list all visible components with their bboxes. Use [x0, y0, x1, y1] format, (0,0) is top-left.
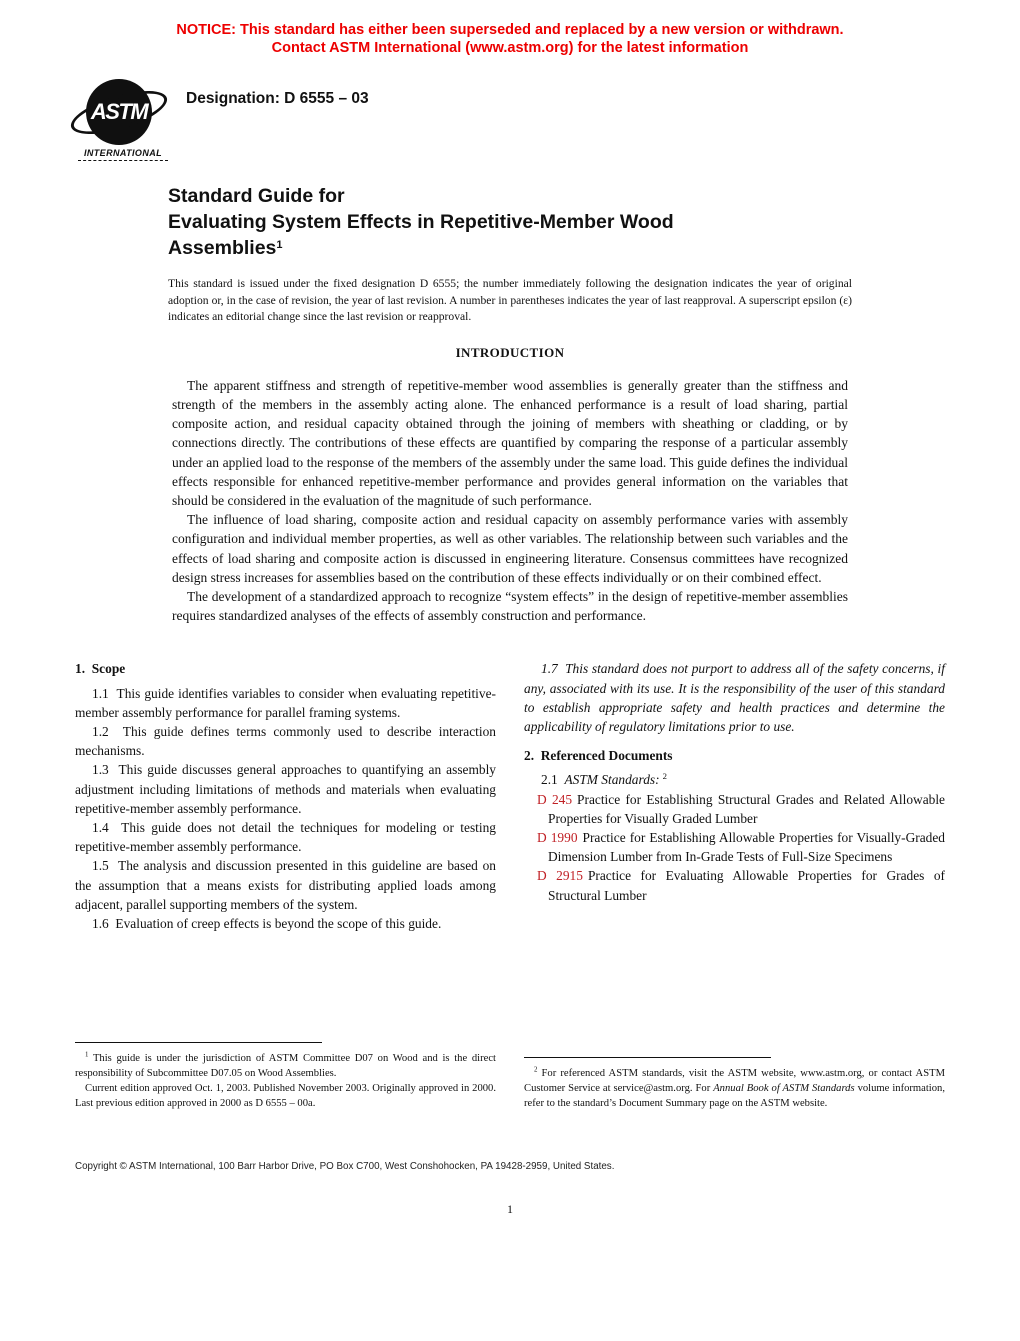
standard-title: Practice for Evaluating Allowable Properties for Grades of Structural Lumber: [548, 868, 946, 903]
astm-logo-acronym: ASTM: [90, 99, 148, 124]
footnote-2-marker: 2: [534, 1066, 538, 1074]
page-number: 1: [507, 1202, 513, 1217]
supersede-notice: [0, 21, 1020, 57]
section-heading-referenced-documents: 2. Referenced Documents: [524, 748, 673, 764]
standard-code: D 245: [537, 791, 573, 807]
issuance-note: This standard is issued under the fixed designation D 6555; the number immediately following the designation indicates the year of original adoption or, in the case of revision, the year of last revision. A number in parentheses indicates the year of last reapproval. A superscript epsilon (ε) indicates an editorial change since the last revision or reapproval.: [168, 277, 852, 324]
two-column-body: [75, 659, 945, 1111]
footnote-1-continued: Current edition approved Oct. 1, 2003. Published November 2003. Originally approved in 2000. Last previous edition approved in 2000 as D 6555 – 00a.: [75, 1083, 496, 1110]
astm-logo-subtitle: INTERNATIONAL: [78, 148, 168, 161]
section-heading-scope: 1. Scope: [75, 661, 126, 677]
referenced-standard: [524, 866, 945, 904]
document-title: [168, 183, 888, 261]
supersede-notice-line1: NOTICE: This standard has either been superseded and replaced by a new version or withdrawn.: [176, 22, 844, 38]
introduction-heading: INTRODUCTION: [455, 344, 565, 360]
supersede-notice-line2: Contact ASTM International (www.astm.org) for the latest information: [271, 40, 749, 56]
standard-code: D 2915: [537, 868, 583, 884]
scope-item: 1.5 The analysis and discussion presented in this guideline are based on the assumption that a means exists for distributing applied loads among adjacent, parallel supporting members of the system.: [75, 858, 496, 912]
scope-item-caveat: 1.7 This standard does not purport to address all of the safety concerns, if any, associated with its use. It is the responsibility of the user of this standard to establish appropriate safety and health practices and determine the applicability of regulatory limitations prior to use.: [524, 661, 945, 735]
referenced-footnote-marker: 2: [662, 770, 667, 781]
scope-item: 1.6 Evaluation of creep effects is beyond the scope of this guide.: [92, 916, 442, 932]
astm-logo-circle-icon: [86, 79, 152, 145]
title-line1: Standard Guide for: [168, 185, 345, 207]
designation-label: Designation: D 6555 – 03: [186, 90, 369, 107]
standard-title: Practice for Establishing Allowable Properties for Visually-Graded Dimension Lumber from In-Grade Tests of Full-Size Specimens: [548, 830, 945, 865]
footnote-rule: [75, 1042, 322, 1043]
copyright-line: Copyright © ASTM International, 100 Barr Harbor Drive, PO Box C700, West Conshohocken, PA 19428-2959, United States.: [75, 1161, 615, 1173]
right-column: [524, 659, 945, 1111]
footnote-rule: [524, 1057, 771, 1058]
scope-item: 1.1 This guide identifies variables to consider when evaluating repetitive-member assembly performance for parallel framing systems.: [75, 685, 496, 720]
footnote-2: $^2$ For referenced ASTM standards, visit the ASTM website, www.astm.org, or contact ASTM Customer Service at service@astm.org. For Annual Book of ASTM Standards volume information, refer to the standard’s Document Summary page on the ASTM website.: [524, 1066, 945, 1110]
footnote-2-block: [524, 1057, 945, 1112]
introduction-paragraph: The development of a standardized approach to recognize “system effects” in the design of repetitive-member assemblies requires standardized analyses of the effects of assembly construction and performance.: [172, 589, 848, 624]
title-line2: Evaluating System Effects in Repetitive-Member Wood: [168, 211, 674, 233]
referenced-standard: [524, 790, 945, 828]
footnote-1: $^1$ This guide is under the jurisdiction of ASTM Committee D07 on Wood and is the direct responsibility of Subcommittee D07.05 on Wood Assemblies.: [75, 1051, 496, 1079]
referenced-standard: [524, 828, 945, 866]
astm-logo: [78, 79, 174, 161]
scope-item: 1.2 This guide defines terms commonly used to describe interaction mechanisms.: [75, 724, 496, 759]
introduction-paragraph: The influence of load sharing, composite action and residual capacity on assembly performance varies with assembly configuration and individual member properties, as well as other variables. The relationship between such variables and the effects of load sharing and composite action is discussed in engineering literature. Consensus committees have recognized design stress increases for assemblies based on the contribution of these effects individually or on their combined effect.: [172, 512, 848, 585]
title-line3: Assemblies$^1$: [168, 237, 283, 259]
introduction-paragraph: The apparent stiffness and strength of repetitive-member wood assemblies is generally greater than the stiffness and strength of the members in the assembly acting alone. The enhanced performance is a result of load sharing, partial composite action, and residual capacity obtained through the joining of members with sheathing or cladding, or by connections directly. The contributions of these effects are quantified by comparing the response of a particular assembly under an applied load to the response of the members of the assembly under the same load. This guide defines the individual effects responsible for enhanced repetitive-member performance and provides general information on the variables that should be considered in the evaluation of the magnitude of such performance.: [172, 377, 848, 508]
standard-title: Practice for Establishing Structural Grades and Related Allowable Properties for Visually Graded Lumber: [548, 791, 945, 826]
footnote-1-block: [75, 1042, 496, 1112]
referenced-standards-subheading: 2.1 ASTM Standards: $^2$: [541, 770, 667, 788]
scope-item: 1.4 This guide does not detail the techniques for modeling or testing repetitive-member assembly performance.: [75, 820, 496, 855]
scope-item: 1.3 This guide discusses general approaches to quantifying an assembly adjustment including limitations of methods and materials when evaluating repetitive-member assembly performance.: [75, 762, 496, 816]
title-footnote-marker: 1: [276, 239, 283, 251]
footnote-1-marker: 1: [85, 1051, 89, 1059]
left-column: [75, 659, 496, 1111]
introduction-body: [172, 376, 848, 626]
standard-code: D 1990: [537, 830, 578, 846]
document-header: [78, 79, 1020, 161]
